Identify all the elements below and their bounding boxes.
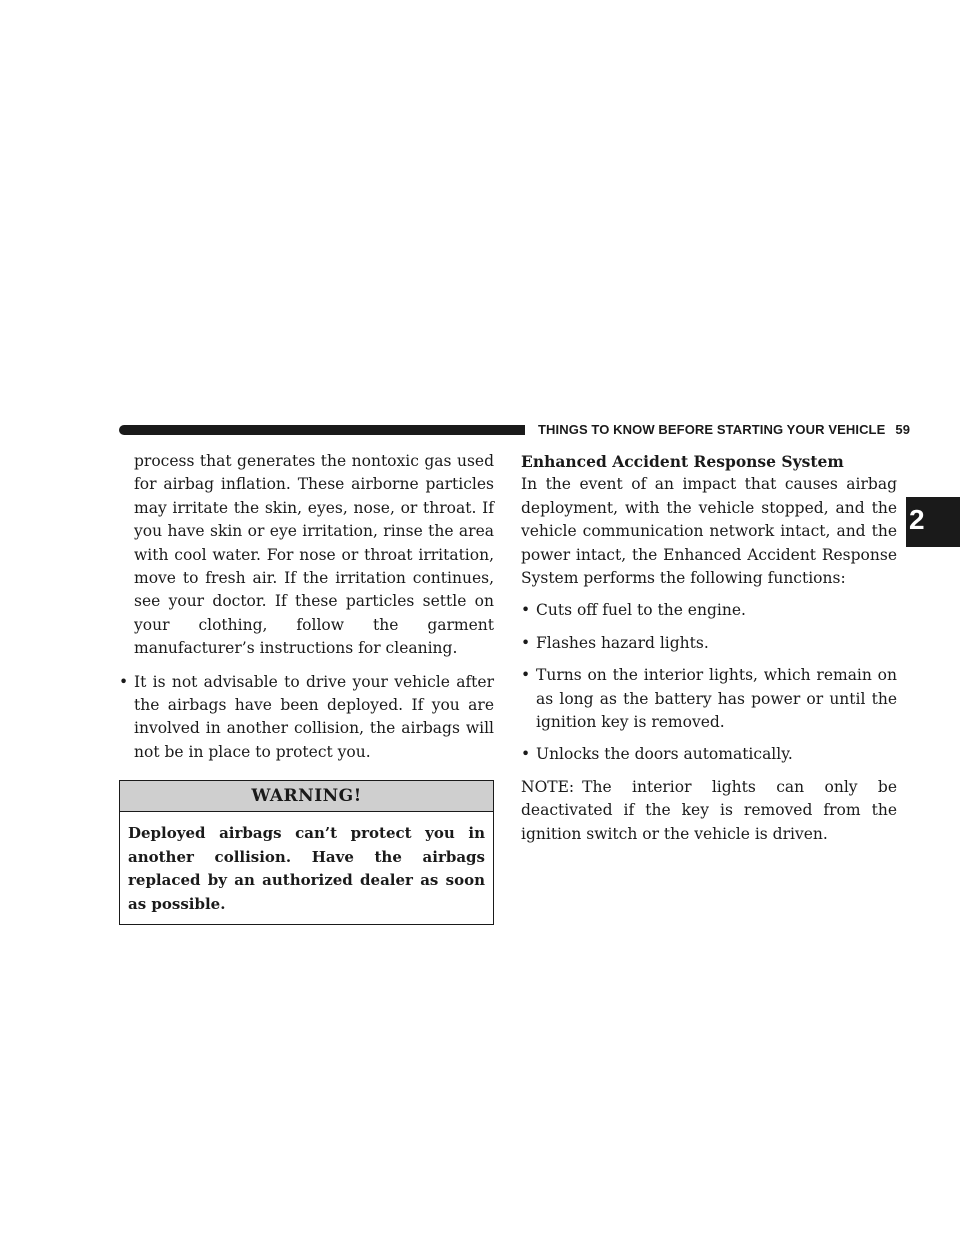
header-title: THINGS TO KNOW BEFORE STARTING YOUR VEHICLE	[538, 422, 886, 437]
header-rule	[119, 425, 525, 435]
bullet-icon: •	[119, 672, 129, 691]
bullet-icon: •	[521, 601, 531, 620]
warning-box	[119, 780, 494, 925]
list-item	[521, 743, 897, 766]
list-item	[521, 664, 897, 734]
chapter-tab	[906, 497, 960, 547]
list-item	[521, 599, 897, 622]
bullet-icon: •	[521, 633, 531, 652]
list-item-text: It is not advisable to drive your vehicle after the airbags have been deployed. If you are involved in another collision, the airbags will not be in place to protect you.	[134, 672, 494, 761]
chapter-tab-number: 2	[909, 504, 925, 535]
list-item-text: Turns on the interior lights, which remain on as long as the battery has power or until the ignition key is removed.	[536, 666, 897, 732]
note-paragraph	[521, 776, 897, 846]
intro-paragraph: In the event of an impact that causes airbag deployment, with the vehicle stopped, and the vehicle communication network intact, and the power intact, the Enhanced Accident Response System performs the following functions:	[521, 475, 897, 588]
left-column	[119, 450, 494, 925]
bullet-icon: •	[521, 745, 531, 764]
continued-paragraph: process that generates the nontoxic gas used for airbag inflation. These airborne particles may irritate the skin, eyes, nose, or throat. If you have skin or eye irritation, rinse the area with cool water. For nose or throat irritation, move to fresh air. If the irritation continues, see your doctor. If these particles settle on your clothing, follow the garment manufacturer’s instructions for cleaning.	[134, 452, 494, 658]
list-item-text: Flashes hazard lights.	[536, 633, 709, 652]
bullet-icon: •	[521, 666, 531, 685]
list-item	[119, 671, 494, 765]
section-heading: Enhanced Accident Response System	[521, 452, 844, 471]
page-number: 59	[895, 422, 911, 437]
list-item	[521, 632, 897, 655]
note-label: NOTE:	[521, 777, 575, 796]
running-header	[538, 422, 911, 437]
list-item-text: Unlocks the doors automatically.	[536, 745, 793, 764]
right-column	[521, 450, 897, 846]
warning-body: Deployed airbags can’t protect you in another collision. Have the airbags replaced by an authorized dealer as soon as possible.	[128, 824, 485, 913]
warning-title: WARNING!	[120, 781, 493, 812]
note-text: The interior lights can only be deactivated if the key is removed from the ignition switch or the vehicle is driven.	[521, 777, 897, 843]
list-item-text: Cuts off fuel to the engine.	[536, 601, 746, 620]
